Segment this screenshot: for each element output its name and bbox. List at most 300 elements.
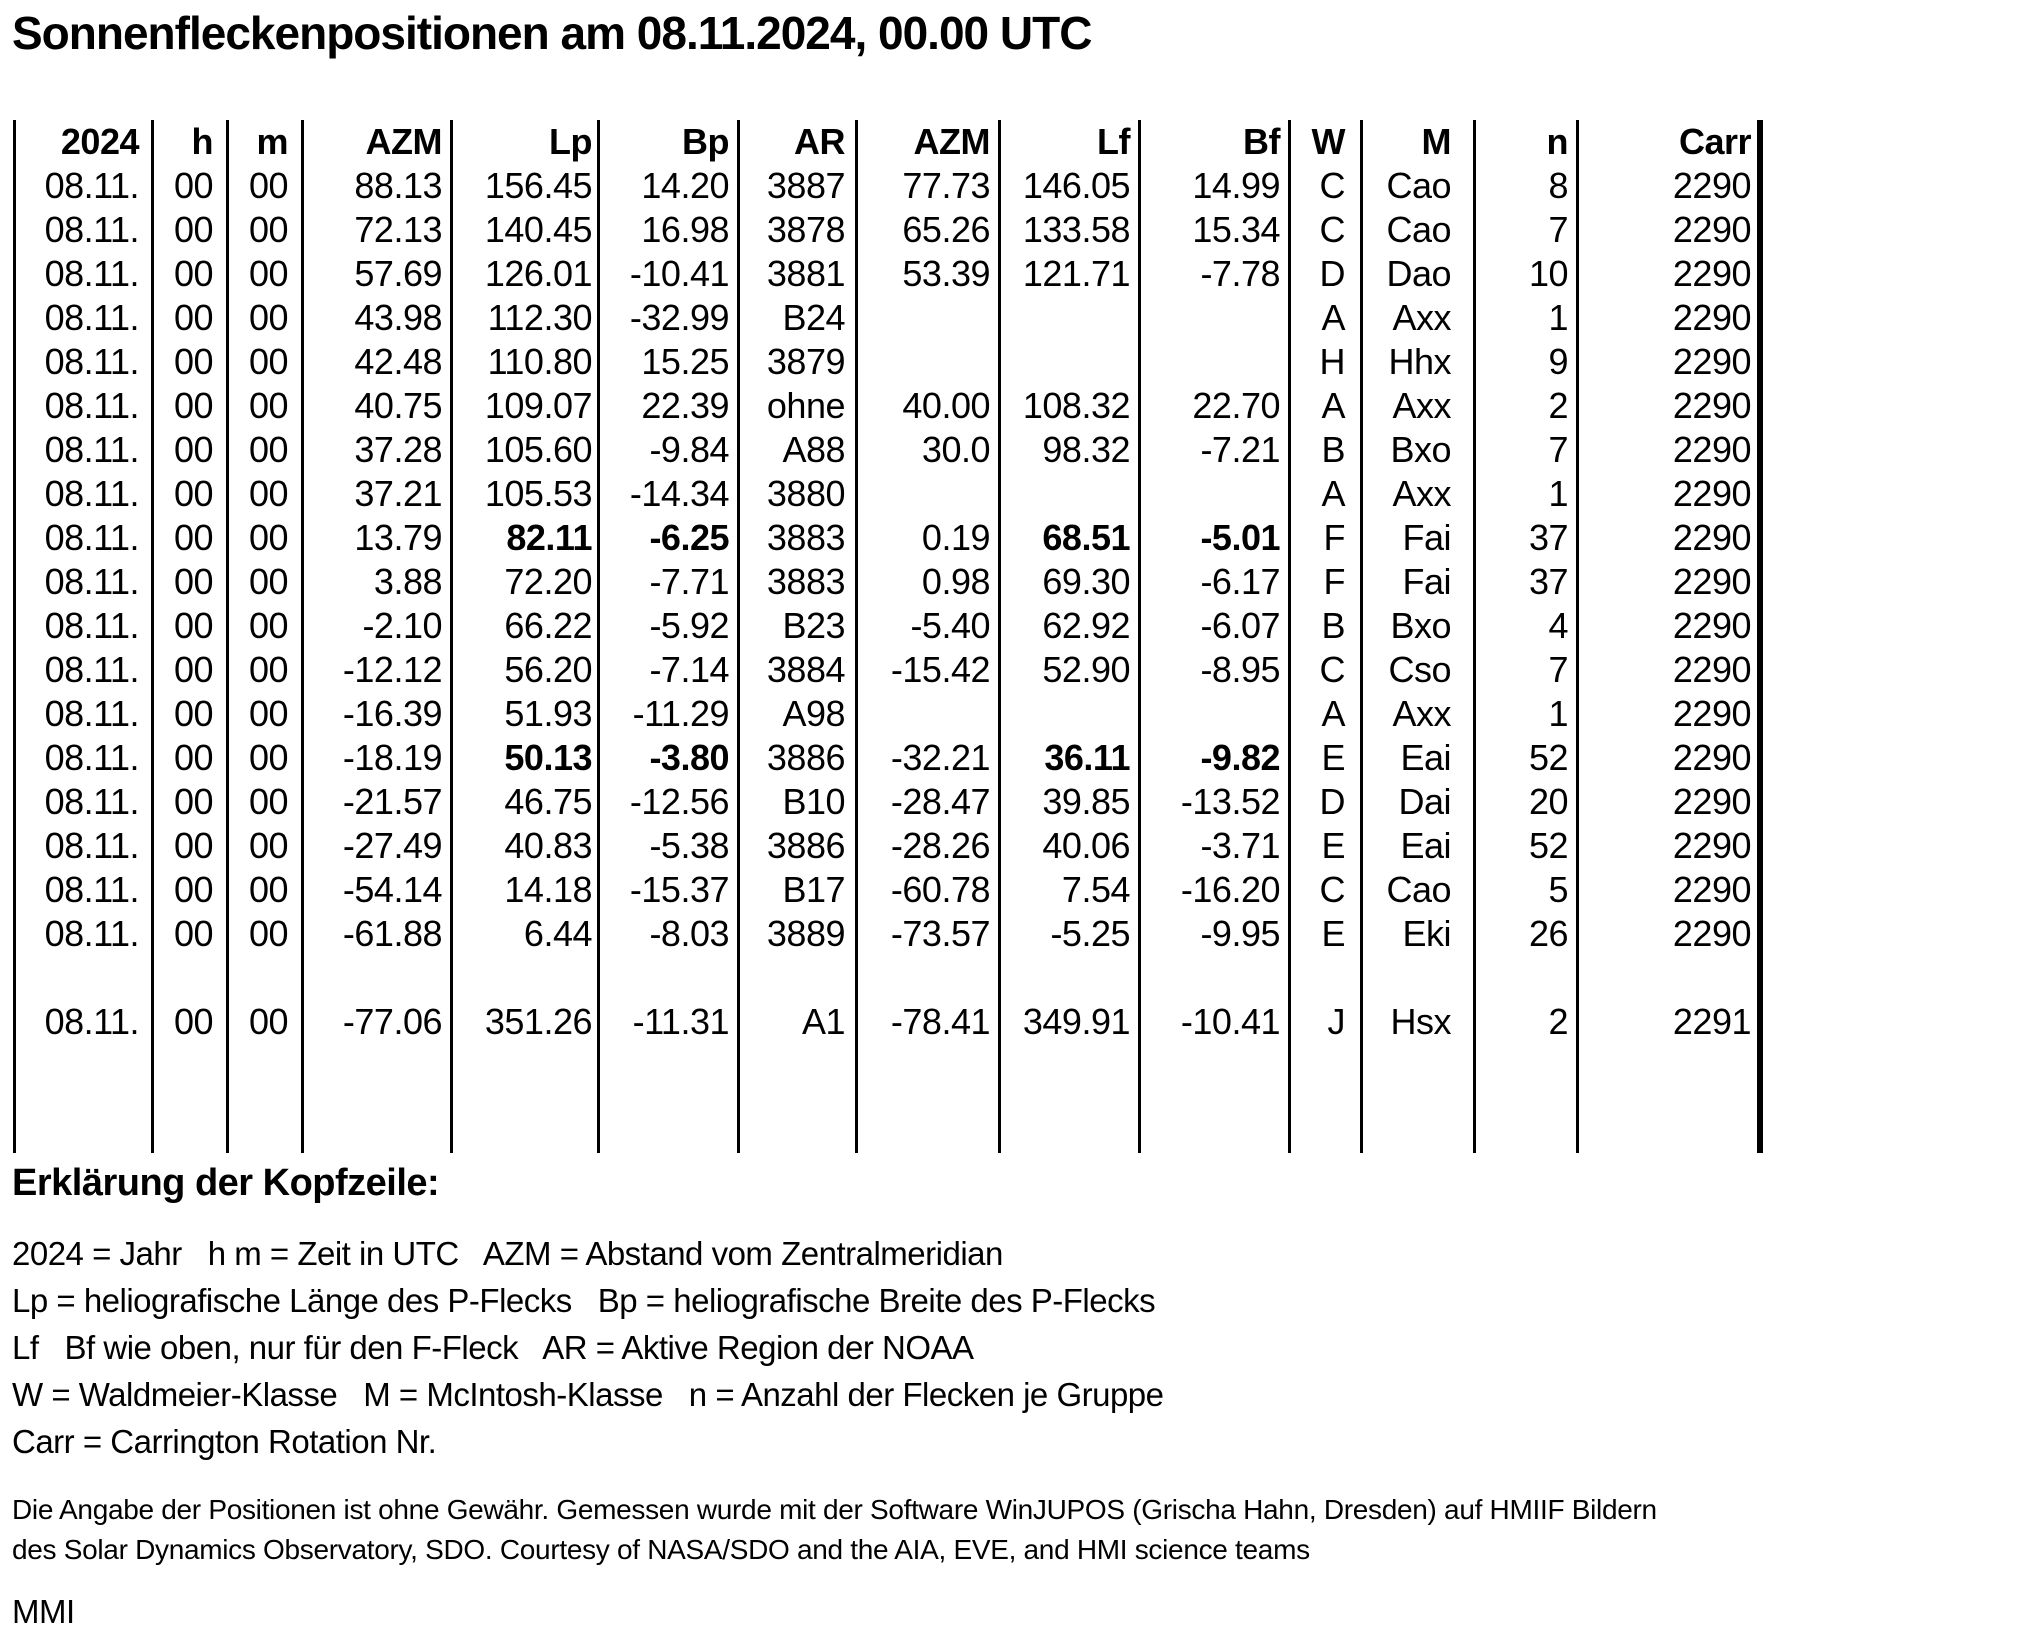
disclaimer-line: Die Angabe der Positionen ist ohne Gewähr. Gemessen wurde mit der Software WinJUPOS (Grischa Hahn, Dresden) auf HMIIF Bildern [12,1494,1657,1525]
table-cell: A [1321,693,1345,734]
table-cell: -5.25 [1050,913,1130,954]
table-cell: 2290 [1672,561,1751,602]
table-cell [737,956,855,1000]
table-cell: 00 [248,517,288,558]
table-cell: Axx [1392,473,1451,514]
table-cell: 00 [173,473,213,514]
table-cell: 00 [248,385,288,426]
table-cell: E [1321,737,1345,778]
table-cell [998,956,1138,1000]
table-cell: 2290 [1672,517,1751,558]
table-cell: 40.75 [354,385,442,426]
table-cell: 2290 [1672,165,1751,206]
column-separator [151,120,154,1153]
table-cell [13,956,151,1000]
column-separator [998,120,1001,1153]
table-cell: 2290 [1672,781,1751,822]
table-cell: 2290 [1672,649,1751,690]
table-cell: 00 [173,605,213,646]
table-cell: Cao [1386,165,1451,206]
legend-line: 2024 = Jahr h m = Zeit in UTC AZM = Abstand vom Zentralmeridian [12,1235,1003,1272]
table-cell: -5.38 [649,825,729,866]
table-cell: C [1319,165,1345,206]
table-cell: Axx [1392,385,1451,426]
table-row [13,692,1757,736]
table-cell: 65.26 [902,209,990,250]
table-cell: 40.00 [902,385,990,426]
column-separator [855,120,858,1153]
table-cell: B23 [782,605,845,646]
table-cell: 00 [173,825,213,866]
table-cell: 2290 [1672,737,1751,778]
table-cell: Fai [1402,561,1451,602]
table-cell: 2291 [1672,1001,1751,1042]
table-cell: B [1321,429,1345,470]
table-row [13,824,1757,868]
table-cell: A1 [801,1001,845,1042]
table-cell: 37.21 [354,473,442,514]
table-cell: 1 [1548,473,1568,514]
table-cell: A [1321,297,1345,338]
table-cell: -12.12 [342,649,442,690]
table-cell: 2 [1548,1001,1568,1042]
table-cell: C [1319,869,1345,910]
table-cell: 3887 [766,165,845,206]
table-cell: 50.13 [504,737,592,778]
table-row [13,516,1757,560]
table-cell: 08.11. [44,781,139,822]
table-cell: 52.90 [1042,649,1130,690]
table-cell: Hsx [1390,1001,1451,1042]
table-cell: D [1319,781,1345,822]
table-cell: 37.28 [354,429,442,470]
table-row [13,340,1757,384]
legend-line: Lp = heliografische Länge des P-Flecks Bp = heliografische Breite des P-Flecks [12,1282,1156,1319]
table-cell: 52 [1528,737,1568,778]
table-cell: 2290 [1672,385,1751,426]
table-cell: 98.32 [1042,429,1130,470]
table-cell [226,956,301,1000]
header-row [13,120,1757,164]
table-cell: 3886 [766,737,845,778]
table-cell [1473,956,1576,1000]
table-cell: 08.11. [44,605,139,646]
table-cell: 00 [248,605,288,646]
table-row [13,868,1757,912]
table-cell: 22.70 [1192,385,1280,426]
table-cell: D [1319,253,1345,294]
table-cell: 3889 [766,913,845,954]
disclaimer-line: des Solar Dynamics Observatory, SDO. Courtesy of NASA/SDO and the AIA, EVE, and HMI science teams [12,1534,1310,1565]
table-cell: 2290 [1672,253,1751,294]
table-cell: -3.80 [649,737,729,778]
table-cell: 140.45 [484,209,592,250]
table-cell: Eki [1402,913,1451,954]
table-cell: H [1319,341,1345,382]
table-cell: 36.11 [1044,737,1130,778]
table-cell: Cso [1388,649,1451,690]
table-cell: 00 [248,737,288,778]
table-row [13,780,1757,824]
table-cell: 00 [173,209,213,250]
table-cell: 08.11. [44,1001,139,1042]
table-cell: 00 [248,825,288,866]
table-cell: 2290 [1672,473,1751,514]
disclaimer-text [12,1490,1657,1570]
table-cell: A [1321,385,1345,426]
table-cell [855,956,998,1000]
table-cell: 105.53 [484,473,592,514]
table-cell: -14.34 [629,473,729,514]
table-cell: F [1323,561,1345,602]
table-cell: C [1319,209,1345,250]
table-cell: -54.14 [342,869,442,910]
table-cell: -5.92 [649,605,729,646]
table-cell: 82.11 [506,517,592,558]
signature: MMI [12,1593,75,1630]
table-cell: -73.57 [890,913,990,954]
table-cell: 3881 [766,253,845,294]
table-cell: 53.39 [902,253,990,294]
table-cell: -8.03 [649,913,729,954]
table-row [13,648,1757,692]
legend-heading: Erklärung der Kopfzeile: [12,1162,440,1204]
table-cell: -7.21 [1200,429,1280,470]
table-cell: 42.48 [354,341,442,382]
table-cell: 2290 [1672,693,1751,734]
table-cell: 1 [1548,297,1568,338]
table-cell: 51.93 [504,693,592,734]
table-cell: 08.11. [44,561,139,602]
column-separator [1360,120,1363,1153]
table-cell: -32.21 [890,737,990,778]
table-cell: 08.11. [44,649,139,690]
table-cell: 00 [248,209,288,250]
table-cell: 00 [248,693,288,734]
table-cell: Axx [1392,297,1451,338]
table-cell: 00 [173,253,213,294]
table-cell: 2 [1548,385,1568,426]
table-cell [998,472,1138,516]
table-cell: 22.39 [641,385,729,426]
table-cell: 3883 [766,517,845,558]
table-cell: -32.99 [629,297,729,338]
table-cell: -11.31 [632,1001,729,1042]
column-header: W [1311,121,1345,162]
table-cell: -61.88 [342,913,442,954]
table-cell: 40.06 [1042,825,1130,866]
table-cell: 13.79 [354,517,442,558]
table-cell: Bxo [1390,429,1451,470]
table-cell: 00 [173,385,213,426]
column-separator [597,120,600,1153]
table-cell: 2290 [1672,825,1751,866]
table-cell: 72.13 [354,209,442,250]
table-cell: 3884 [766,649,845,690]
table-cell: 7 [1548,209,1568,250]
table-cell: 105.60 [484,429,592,470]
table-cell: B24 [782,297,845,338]
table-cell: -21.57 [342,781,442,822]
table-cell: 351.26 [484,1001,592,1042]
column-header: Lp [549,121,592,162]
table-cell: C [1319,649,1345,690]
table-cell: 88.13 [354,165,442,206]
table-row [13,208,1757,252]
table-cell [151,956,226,1000]
table-cell: 08.11. [44,869,139,910]
table-cell: 14.99 [1192,165,1280,206]
column-separator [226,120,229,1153]
table-cell: 133.58 [1022,209,1130,250]
table-cell: 00 [248,341,288,382]
table-cell: B [1321,605,1345,646]
table-cell: 9 [1548,341,1568,382]
table-cell: -60.78 [890,869,990,910]
table-cell: 00 [248,869,288,910]
table-cell: A [1321,473,1345,514]
table-row [13,428,1757,472]
table-cell: -18.19 [342,737,442,778]
table-cell: 08.11. [44,825,139,866]
table-cell: 112.30 [487,297,592,338]
table-cell [998,692,1138,736]
column-separator [13,120,16,1153]
table-cell: 00 [173,561,213,602]
table-cell: 08.11. [44,913,139,954]
table-cell: 40.83 [504,825,592,866]
table-grid [13,120,1757,1044]
column-separator [1288,120,1291,1153]
table-cell: -7.71 [649,561,729,602]
table-cell: -7.78 [1200,253,1280,294]
table-cell: 2290 [1672,429,1751,470]
table-cell: -2.10 [362,605,442,646]
table-row [13,252,1757,296]
table-cell: E [1321,913,1345,954]
table-cell: Dao [1386,253,1451,294]
table-cell: 77.73 [902,165,990,206]
table-cell: -28.47 [890,781,990,822]
table-cell: 00 [173,429,213,470]
table-cell: 7 [1548,649,1568,690]
table-row [13,604,1757,648]
table-row [13,1000,1757,1044]
table-cell: 00 [248,473,288,514]
table-cell: 0.98 [921,561,990,602]
table-cell: Fai [1402,517,1451,558]
table-cell: A88 [782,429,845,470]
table-cell: -3.71 [1200,825,1280,866]
table-cell: 37 [1528,517,1568,558]
table-cell: Hhx [1388,341,1451,382]
table-cell [1138,472,1288,516]
table-cell: 0.19 [921,517,990,558]
table-cell: 39.85 [1042,781,1130,822]
table-row [13,472,1757,516]
table-cell [1138,692,1288,736]
column-separator [1576,120,1579,1153]
table-cell: 3879 [766,341,845,382]
table-cell: 15.34 [1192,209,1280,250]
table-cell: 156.45 [484,165,592,206]
table-cell: 5 [1548,869,1568,910]
table-cell: 14.18 [504,869,592,910]
table-cell: 08.11. [44,517,139,558]
column-header: AR [794,121,845,162]
table-cell: 7.54 [1061,869,1130,910]
table-cell: 52 [1528,825,1568,866]
column-header: Carr [1678,121,1751,162]
table-cell: -5.01 [1200,517,1280,558]
legend-line: Lf Bf wie oben, nur für den F-Fleck AR = Aktive Region der NOAA [12,1329,974,1366]
column-separator [450,120,453,1153]
table-cell: 10 [1528,253,1568,294]
table-cell: 16.98 [641,209,729,250]
table-cell: 4 [1548,605,1568,646]
table-cell: 72.20 [504,561,592,602]
table-cell [998,296,1138,340]
table-cell: 08.11. [44,165,139,206]
table-cell: 146.05 [1022,165,1130,206]
table-cell: -8.95 [1200,649,1280,690]
table-cell: Eai [1400,737,1451,778]
table-cell: 00 [173,1001,213,1042]
table-cell: Axx [1392,693,1451,734]
legend-line: Carr = Carrington Rotation Nr. [12,1423,437,1460]
table-cell: 30.0 [921,429,990,470]
table-cell: 08.11. [44,341,139,382]
table-cell: Bxo [1390,605,1451,646]
table-cell: 00 [248,297,288,338]
table-cell [1138,296,1288,340]
table-cell: 8 [1548,165,1568,206]
column-header: Bf [1243,121,1280,162]
table-cell: 08.11. [44,297,139,338]
table-cell: 121.71 [1022,253,1130,294]
table-cell: ohne [766,385,845,426]
table-cell: 3883 [766,561,845,602]
table-cell [855,472,998,516]
table-cell: 00 [248,253,288,294]
table-cell: 08.11. [44,473,139,514]
table-cell: 68.51 [1042,517,1130,558]
table-cell [1138,340,1288,384]
table-cell: 3886 [766,825,845,866]
table-cell [998,340,1138,384]
table-cell: -6.07 [1200,605,1280,646]
table-cell [1360,956,1473,1000]
table-row [13,956,1757,1000]
table-cell: 43.98 [354,297,442,338]
table-cell: 108.32 [1022,385,1130,426]
table-cell: 08.11. [44,209,139,250]
table-cell: -28.26 [890,825,990,866]
table-cell [450,956,597,1000]
column-header: h [191,121,213,162]
table-cell: 00 [173,297,213,338]
table-cell [597,956,737,1000]
column-header: m [256,121,288,162]
table-cell [1576,956,1757,1000]
table-cell: 14.20 [641,165,729,206]
table-cell: -9.82 [1200,737,1280,778]
table-cell: 37 [1528,561,1568,602]
page-title: Sonnenfleckenpositionen am 08.11.2024, 00.00 UTC [12,7,1092,59]
table-cell: F [1323,517,1345,558]
table-cell: 00 [248,913,288,954]
table-cell: 1 [1548,693,1568,734]
table-cell [855,296,998,340]
table-cell: 126.01 [484,253,592,294]
table-cell: 08.11. [44,737,139,778]
table-cell: 00 [248,1001,288,1042]
table-cell: -13.52 [1180,781,1280,822]
table-cell: 00 [248,649,288,690]
table-cell: 00 [248,781,288,822]
table-cell: -6.17 [1200,561,1280,602]
table-cell: 26 [1528,913,1568,954]
table-cell: 00 [173,737,213,778]
column-header: 2024 [60,121,139,162]
table-cell: -10.41 [629,253,729,294]
column-separator [301,120,304,1153]
table-cell [1138,956,1288,1000]
table-cell: -16.20 [1180,869,1280,910]
table-cell: 3878 [766,209,845,250]
table-cell: B17 [782,869,845,910]
table-cell: 349.91 [1022,1001,1130,1042]
column-header: AZM [365,121,442,162]
table-cell: -12.56 [629,781,729,822]
table-cell: -7.14 [649,649,729,690]
table-cell: 00 [173,869,213,910]
legend-lines [12,1230,1164,1465]
table-row [13,296,1757,340]
table-cell: 00 [248,561,288,602]
column-header: n [1546,121,1568,162]
table-cell: 08.11. [44,253,139,294]
table-cell: 2290 [1672,869,1751,910]
table-cell: -78.41 [890,1001,990,1042]
table-cell: 69.30 [1042,561,1130,602]
table-cell: 20 [1528,781,1568,822]
table-cell: 2290 [1672,605,1751,646]
table-cell: -15.42 [890,649,990,690]
table-cell: 00 [173,165,213,206]
table-cell: 08.11. [44,385,139,426]
table-cell [855,692,998,736]
table-cell [855,340,998,384]
table-cell: -9.95 [1200,913,1280,954]
table-cell: 2290 [1672,297,1751,338]
table-row [13,912,1757,956]
table-cell: 00 [248,165,288,206]
table-cell: 00 [173,913,213,954]
column-separator [1138,120,1141,1153]
table-cell: J [1327,1001,1345,1042]
table-cell: E [1321,825,1345,866]
table-cell: 15.25 [641,341,729,382]
table-cell: -16.39 [342,693,442,734]
table-cell: 109.07 [484,385,592,426]
table-cell: Cao [1386,869,1451,910]
table-row [13,384,1757,428]
table-cell: 00 [173,517,213,558]
table-cell: -6.25 [649,517,729,558]
table-cell [1288,956,1360,1000]
sunspot-position-table [13,120,1760,1153]
